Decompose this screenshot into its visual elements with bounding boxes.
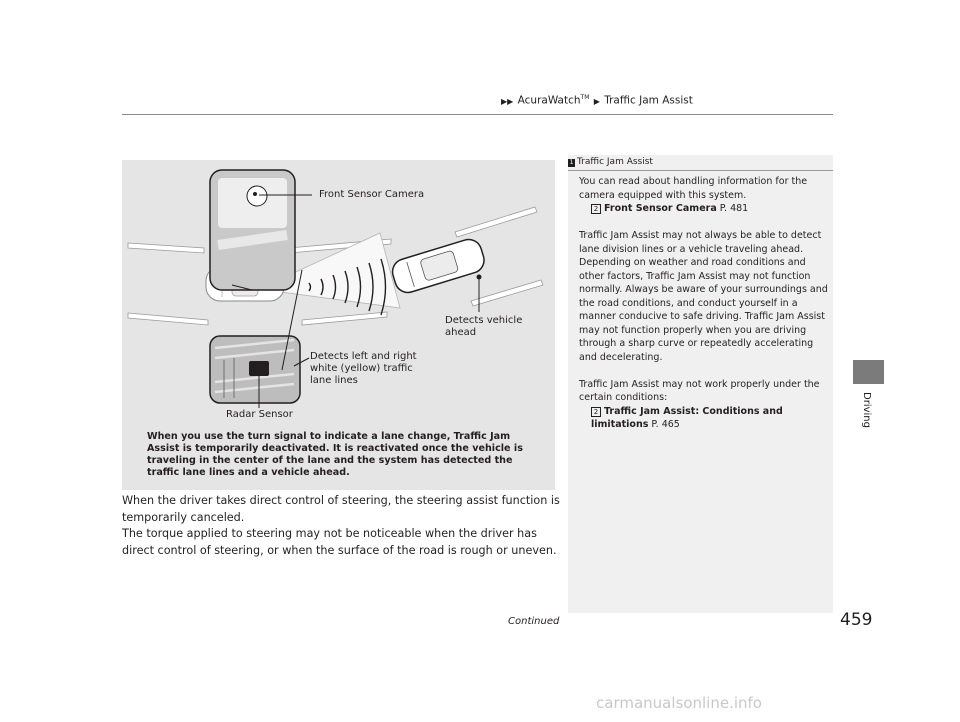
body-paragraph: When the driver takes direct control of steering, the steering assist function is temporarily canceled. bbox=[122, 494, 560, 524]
reference-page: P. 465 bbox=[651, 419, 680, 430]
breadcrumb bbox=[500, 94, 693, 107]
lane-line bbox=[455, 207, 537, 237]
note-paragraph: Traffic Jam Assist may not always be able to detect lane division lines or a vehicle traveling ahead. Depending on weather and road conditions and other factors, Traffic Jam Assist may not function normally. Always be aware of your surroundings and the road conditions, and conduct yourself in a manner conducive to safe driving. Traffic Jam Assist may not function properly when you are driving through a sharp curve or repeatedly accelerating and decelerating. bbox=[579, 230, 828, 363]
reference-title: Front Sensor Camera bbox=[604, 203, 717, 214]
watermark: carmanualsonline.info bbox=[596, 694, 762, 712]
label-detects-vehicle-ahead: Detects vehicle ahead bbox=[445, 315, 523, 338]
reference-title: Traffic Jam Assist: Conditions and limitations bbox=[591, 405, 783, 430]
cross-reference-link[interactable] bbox=[579, 202, 829, 216]
header-divider bbox=[122, 114, 833, 115]
breadcrumb-item-traffic-jam-assist: Traffic Jam Assist bbox=[604, 94, 693, 107]
note-title-text: Traffic Jam Assist bbox=[577, 157, 653, 167]
reference-arrow-icon: 2 bbox=[591, 407, 601, 417]
continued-note: Continued bbox=[508, 616, 560, 627]
chapter-tab-label: Driving bbox=[861, 392, 872, 428]
note-paragraph bbox=[579, 175, 829, 216]
note-body bbox=[579, 175, 829, 445]
breadcrumb-item-acurawatch: AcuraWatch bbox=[517, 94, 581, 107]
note-text: Traffic Jam Assist may not work properly under the certain conditions: bbox=[579, 378, 820, 403]
chapter-tab-marker bbox=[853, 360, 884, 384]
vehicle-ahead bbox=[389, 236, 487, 295]
reference-page: P. 481 bbox=[719, 203, 749, 214]
cross-reference-link[interactable] bbox=[579, 405, 829, 432]
trademark-mark: TM bbox=[580, 94, 590, 101]
page-number: 459 bbox=[840, 610, 873, 630]
breadcrumb-arrow-icon: ▶▶ bbox=[501, 96, 514, 106]
lane-line bbox=[128, 313, 208, 325]
lane-line bbox=[471, 280, 543, 306]
body-paragraph: The torque applied to steering may not be noticeable when the driver has direct control of steering, or when the surface of the road is rough or uneven. bbox=[122, 527, 557, 557]
note-title-divider bbox=[568, 170, 833, 171]
label-radar-sensor: Radar Sensor bbox=[226, 409, 293, 420]
note-text: You can read about handling information for the camera equipped with this system. bbox=[579, 176, 808, 201]
reference-arrow-icon: 2 bbox=[591, 204, 601, 214]
label-detects-lane-lines: Detects left and right white (yellow) traffic lane lines bbox=[310, 351, 417, 386]
note-paragraph bbox=[579, 378, 829, 432]
leader-dot bbox=[477, 275, 481, 279]
breadcrumb-arrow-icon: ▶ bbox=[593, 96, 600, 106]
body-text bbox=[122, 493, 562, 559]
figure-caption: When you use the turn signal to indicate a lane change, Traffic Jam Assist is temporarily deactivated. It is reactivated once the vehicle is traveling in the center of the lane and the system has detected the traffic lane lines and a vehicle ahead. bbox=[147, 431, 523, 478]
front-camera-inset bbox=[210, 170, 295, 290]
lane-line bbox=[128, 243, 204, 253]
note-marker-icon: 1 bbox=[569, 159, 574, 166]
lane-line bbox=[302, 312, 387, 325]
note-title bbox=[568, 157, 653, 167]
note-sidebar bbox=[568, 155, 833, 613]
label-front-sensor-camera: Front Sensor Camera bbox=[319, 189, 425, 200]
traffic-jam-assist-illustration bbox=[122, 160, 555, 490]
